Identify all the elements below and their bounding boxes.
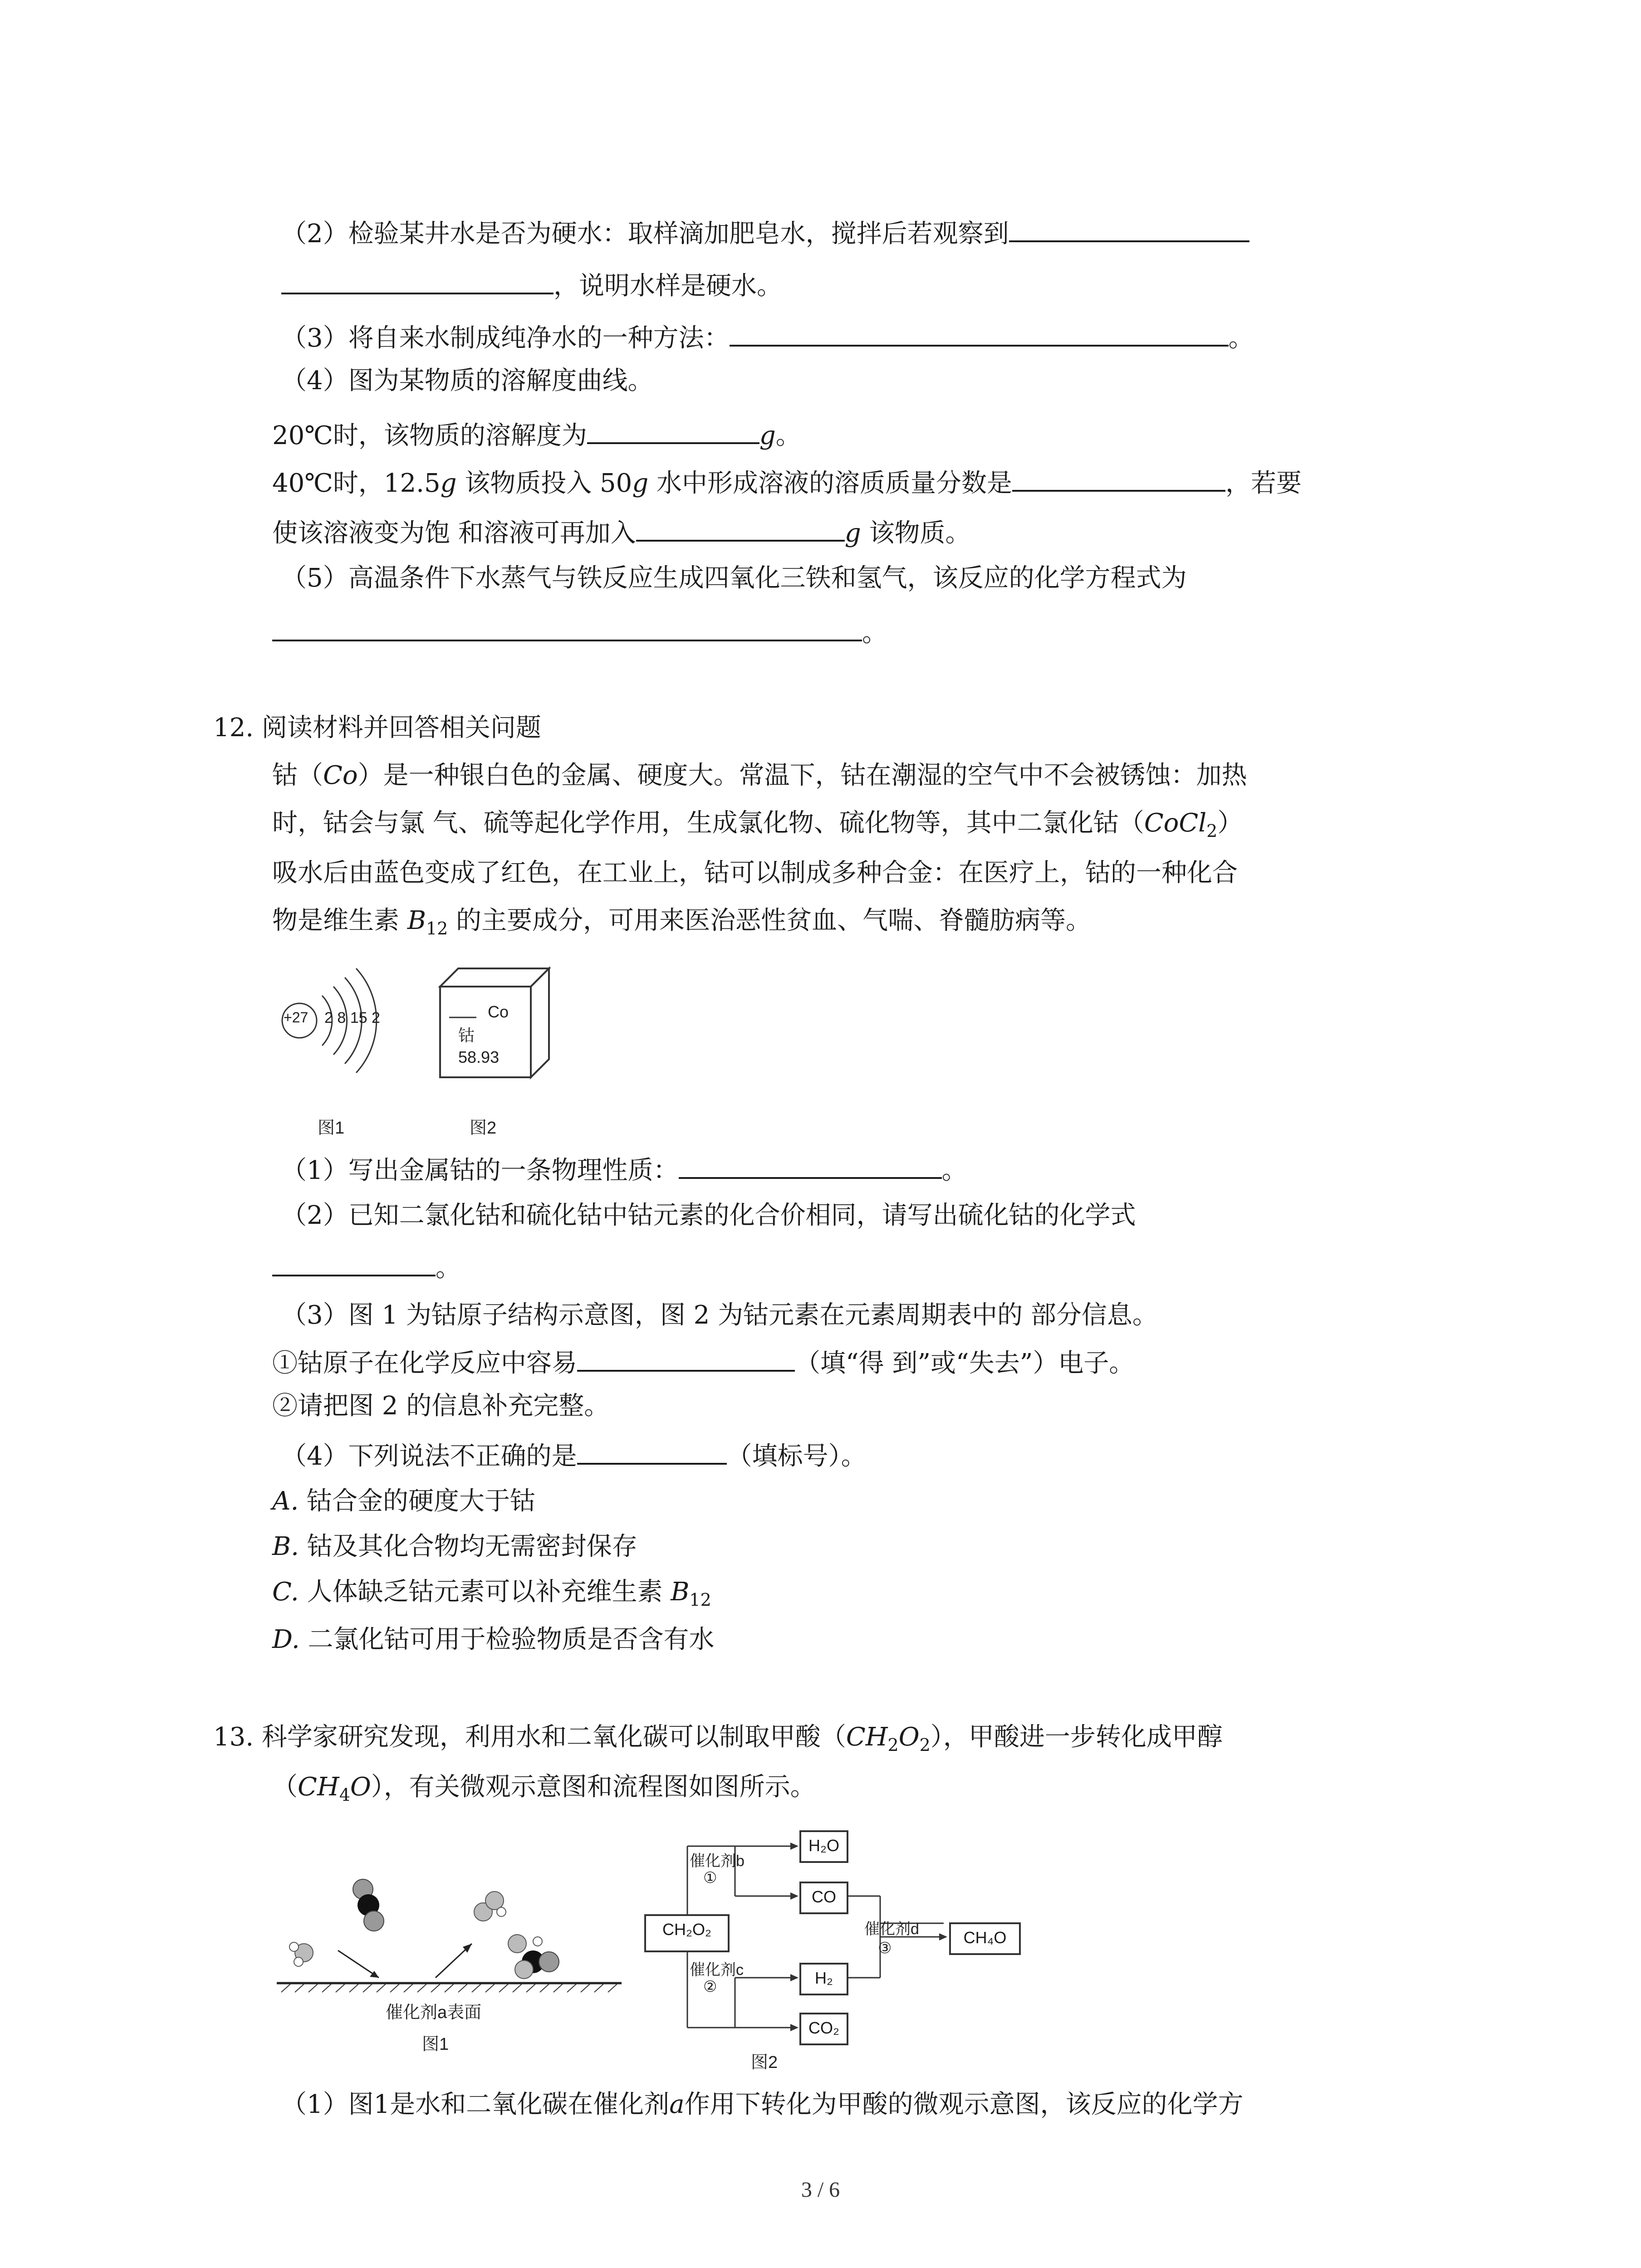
answer-blank[interactable] [730, 318, 1229, 347]
q12-part2: （2）已知二氯化钴和硫化钴中钴元素的化合价相同，请写出硫化钴的化学式 [281, 1201, 1136, 1230]
answer-blank[interactable] [577, 1343, 795, 1372]
answer-blank[interactable] [272, 1247, 436, 1276]
q12-part3-item1: ①钴原子在化学反应中容易 （填“得 到”或“失去”）电子。 [272, 1343, 1134, 1382]
co-node: CO [799, 1882, 848, 1914]
figure-caption: 图1 [318, 1119, 345, 1138]
answer-blank[interactable] [587, 415, 759, 444]
q12-part1: （1）写出金属钴的一条物理性质： 。 [281, 1150, 967, 1189]
figure-caption: 图2 [470, 1119, 497, 1138]
q13-line1: 13. 科学家研究发现，利用水和二氧化碳可以制取甲酸$(CH_2O_2)$，甲酸进一步转化成甲醇 [213, 1722, 1223, 1755]
element-name: 钴 [458, 1026, 475, 1045]
q12-part3: （3）图 1 为钴原子结构示意图，图 2 为钴元素在元素周期表中的 部分信息。 [281, 1300, 1158, 1330]
answer-blank[interactable] [281, 265, 554, 294]
q11-part5-answer: 。 [272, 612, 887, 651]
q13-part1: （1）图1是水和二氧化碳在催化剂a作用下转化为甲酸的微观示意图，该反应的化学方 [281, 2090, 1244, 2119]
catalyst-micro-diagram [272, 1864, 626, 2000]
q12-part3-item2: ②请把图 2 的信息补充完整。 [272, 1391, 610, 1421]
step2-label: ② [703, 1978, 717, 1995]
q11-part2-line1: （2）检验某井水是否为硬水：取样滴加肥皂水，搅拌后若观察到 [281, 213, 1249, 252]
answer-blank[interactable] [577, 1436, 727, 1465]
ch4o-node: CH₄O [949, 1922, 1021, 1955]
answer-blank[interactable] [679, 1150, 942, 1179]
co2-node: CO₂ [799, 2013, 848, 2045]
page-number: 3 / 6 [801, 2178, 840, 2202]
figure-caption: 图2 [751, 2053, 778, 2072]
h2-node: H₂ [799, 1963, 848, 1995]
start-node: CH₂O₂ [644, 1914, 730, 1952]
q13-line2: $(CH_4O)$，有关微观示意图和流程图如图所示。 [272, 1772, 816, 1805]
catalyst-surface-label: 催化剂a表面 [386, 2003, 482, 2022]
answer-blank[interactable] [1009, 213, 1249, 242]
q11-part4-line3: 使该溶液变为饱 和溶液可再加入 g 该物质。 [272, 513, 970, 552]
h2o-node: H₂O [799, 1830, 848, 1863]
answer-blank[interactable] [272, 612, 862, 641]
answer-blank[interactable] [636, 513, 845, 542]
catalyst-b-label: 催化剂b [690, 1853, 745, 1870]
periodic-cell-diagram [436, 964, 572, 1082]
q11-part4: （4）图为某物质的溶解度曲线。 [281, 366, 653, 396]
atomic-mass: 58.93 [458, 1048, 500, 1066]
q11-part5: （5）高温条件下水蒸气与铁反应生成四氧化三铁和氢气，该反应的化学方程式为 [281, 563, 1187, 593]
catalyst-d-label: 催化剂d [864, 1921, 919, 1938]
q11-part3: （3）将自来水制成纯净水的一种方法： 。 [281, 318, 1254, 357]
q12-part2-answer: 。 [272, 1247, 461, 1286]
q12-option-b[interactable]: B. 钴及其化合物均无需密封保存 [272, 1532, 637, 1561]
figure-caption: 图1 [422, 2035, 449, 2054]
q12-material-line3: 吸水后由蓝色变成了红色，在工业上，钴可以制成多种合金：在医疗上，钴的一种化合 [272, 858, 1238, 888]
q12-material-line1: 钴（Co）是一种银白色的金属、硬度大。常温下，钴在潮湿的空气中不会被锈蚀：加热 [272, 761, 1247, 790]
element-symbol: Co [488, 1002, 509, 1021]
q12-option-a[interactable]: A. 钴合金的硬度大于钴 [272, 1486, 536, 1516]
shell-electrons: 2 8 15 2 [324, 1009, 380, 1026]
q12-material-line4: 物是维生素 $B_{12}$ 的主要成分，可用来医治恶性贫血、气喘、脊髓肪病等。 [272, 906, 1092, 939]
catalyst-c-label: 催化剂c [690, 1961, 744, 1979]
q12-part4: （4）下列说法不正确的是 （填标号）。 [281, 1436, 867, 1475]
answer-blank[interactable] [1012, 463, 1225, 492]
nucleus-charge: +27 [284, 1009, 309, 1026]
q12-option-d[interactable]: D. 二氯化钴可用于检验物质是否含有水 [272, 1625, 715, 1654]
step3-label: ③ [878, 1940, 892, 1957]
q11-part4-line1: 20℃时，该物质的溶解度为 g。 [272, 415, 801, 454]
q11-part4-line2: 40℃时，12.5g 该物质投入 50g 水中形成溶液的溶质质量分数是 ，若要 [272, 463, 1302, 502]
q12-material-line2: 时，钴会与氯 气、硫等起化学作用，生成氯化物、硫化物等，其中二氯化钴（CoCl$_2$） [272, 808, 1243, 841]
q12-option-c[interactable]: C. 人体缺乏钴元素可以补充维生素 $B_{12}$ [272, 1577, 711, 1610]
q11-part2-line2: ，说明水样是硬水。 [281, 265, 782, 304]
step1-label: ① [703, 1869, 717, 1887]
q12-title: 12. 阅读材料并回答相关问题 [213, 713, 541, 743]
